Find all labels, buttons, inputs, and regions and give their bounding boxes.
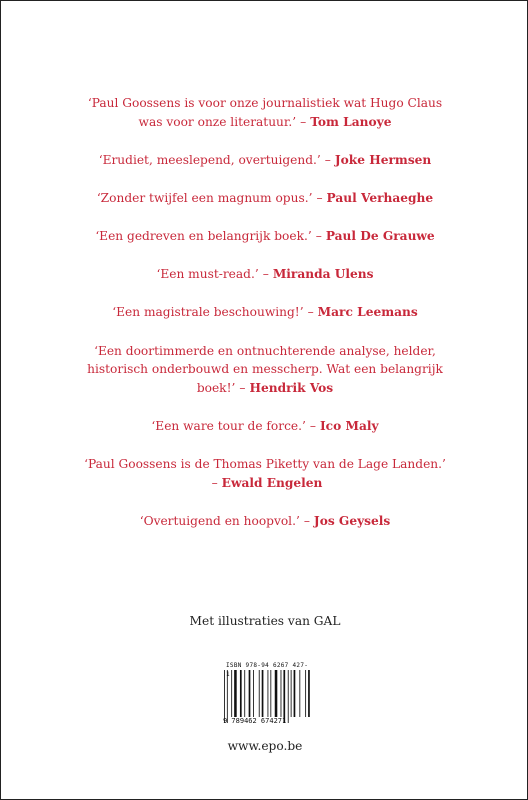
quote-author: Paul Verhaeghe — [326, 190, 434, 205]
quote-text: ‘Een gedreven en belangrijk boek.’ — [95, 229, 312, 244]
barcode-bars — [223, 670, 311, 723]
quote-dash: – — [307, 305, 314, 320]
quote-hendrik-vos — [61, 342, 469, 398]
barcode-bar — [262, 670, 264, 717]
quote-text: ‘Paul Goossens is voor onze journalistiek wat Hugo Claus — [87, 96, 443, 110]
quote-jos-geysels — [61, 512, 469, 531]
quote-text: ‘Overtuigend en hoopvol.’ — [139, 513, 300, 528]
barcode-bar — [268, 670, 269, 717]
quote-text: ‘Een magistrale beschouwing!’ — [112, 305, 304, 320]
quote-text: ‘Een ware tour de force.’ — [151, 418, 306, 433]
quote-paul-verhaeghe — [61, 189, 469, 208]
barcode-bar — [244, 670, 245, 717]
barcode-bar — [275, 670, 278, 717]
quote-text: ‘Paul Goossens is de Thomas Piketty van de Lage Landen.’ — [84, 457, 446, 471]
barcode-bar — [224, 670, 225, 723]
quote-dash: – — [309, 418, 316, 433]
barcode-bar — [281, 670, 282, 717]
quote-text: ‘Zonder twijfel een magnum opus.’ — [96, 190, 313, 205]
barcode-bar — [283, 670, 285, 723]
barcode-bar — [227, 670, 228, 723]
quote-author: Ewald Engelen — [221, 475, 323, 490]
quote-paul-de-grauwe — [61, 227, 469, 246]
quote-text: historisch onderbouwd en messcherp. Wat een belangrijk — [87, 362, 443, 377]
barcode-bar — [249, 670, 251, 717]
illustrator-credit: Met illustraties van GAL — [189, 614, 341, 628]
barcode-bar — [291, 670, 292, 717]
quote-text: boek!’ — [196, 380, 236, 395]
quote-dash: – — [303, 513, 310, 528]
quote-dash: – — [211, 475, 218, 490]
quote-dash: – — [316, 190, 323, 205]
quote-author: Tom Lanoye — [310, 114, 392, 129]
barcode-bar — [299, 670, 300, 717]
quote-dash: – — [315, 229, 322, 244]
quote-dash: – — [300, 114, 307, 129]
quote-text: ‘Een doortimmerde en ontnuchterende analyse, helder, — [94, 343, 436, 358]
barcode-bar — [270, 670, 271, 717]
quote-author: Marc Leemans — [317, 305, 418, 320]
quote-author: Joke Hermsen — [334, 152, 432, 167]
quote-joke-hermsen — [61, 151, 469, 170]
quote-author: Paul De Grauwe — [325, 229, 435, 244]
quote-dash: – — [262, 267, 269, 282]
barcode-bar — [231, 670, 232, 717]
quote-author: Hendrik Vos — [249, 380, 334, 395]
barcode-bar — [305, 670, 306, 717]
barcode-bar — [308, 670, 310, 717]
quote-text: ‘Een must-read.’ — [156, 267, 259, 282]
quote-text: ‘Erudiet, meeslepend, overtuigend.’ — [98, 152, 321, 167]
barcode-bar — [294, 670, 296, 717]
barcode — [223, 661, 311, 733]
quote-author: Ico Maly — [319, 418, 379, 433]
quote-miranda-ulens — [61, 265, 469, 284]
isbn-label: ISBN 978-94 6267 427-1 — [226, 662, 309, 678]
quote-ico-maly — [61, 417, 469, 436]
quote-dash: – — [239, 380, 246, 395]
quote-author: Jos Geysels — [313, 513, 391, 528]
barcode-bar — [253, 670, 254, 717]
quote-dash: – — [324, 152, 331, 167]
quote-marc-leemans — [61, 303, 469, 322]
barcode-bar — [234, 670, 237, 717]
quote-ewald-engelen — [61, 455, 469, 492]
quote-tom-lanoye — [61, 94, 469, 131]
quote-author: Miranda Ulens — [272, 267, 374, 282]
quote-text: was voor onze literatuur.’ — [138, 114, 297, 129]
ean-digits: 9 789462 674271 — [223, 717, 287, 725]
publisher-website: www.epo.be — [227, 739, 303, 753]
barcode-bar — [240, 670, 242, 717]
barcode-bar — [288, 670, 289, 723]
quotes-list — [61, 94, 469, 550]
barcode-bar — [259, 670, 260, 717]
